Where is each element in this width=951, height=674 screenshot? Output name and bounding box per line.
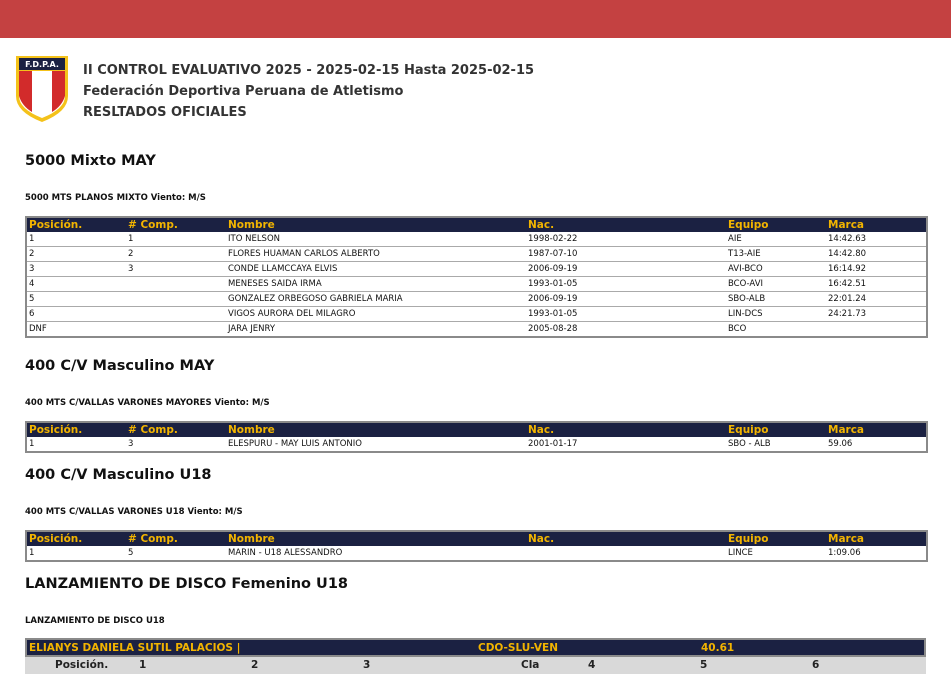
column-header: # Comp.	[126, 531, 226, 546]
page-header	[14, 54, 934, 124]
table-cell: LINCE	[728, 548, 753, 558]
column-header: Marca	[826, 422, 927, 437]
table-row	[26, 437, 927, 452]
table-cell: MARIN - U18 ALESSANDRO	[228, 548, 343, 558]
column-header: # Comp.	[126, 422, 226, 437]
page-subtitle: RESLTADOS OFICIALES	[83, 105, 247, 120]
table-cell: 1	[29, 439, 35, 449]
table-cell: 6	[26, 307, 126, 322]
results-table	[25, 530, 928, 562]
attempt-label: 4	[588, 659, 596, 671]
attempt-label: 2	[251, 659, 259, 671]
table-cell: LIN-DCS	[726, 307, 826, 322]
table-cell: 14:42.80	[826, 247, 927, 262]
column-header: Nombre	[226, 531, 526, 546]
athlete-mark: 40.61	[701, 642, 735, 654]
fdpa-logo	[14, 54, 70, 124]
attempt-label: 3	[363, 659, 371, 671]
organization-name: Federación Deportiva Peruana de Atletismo	[83, 84, 404, 99]
table-row	[26, 277, 927, 292]
table-row	[26, 232, 927, 247]
table-cell: AVI-BCO	[726, 262, 826, 277]
table-cell	[126, 277, 226, 292]
attempt-label: 6	[812, 659, 820, 671]
table-cell: 16:14.92	[826, 262, 927, 277]
table-cell: 2001-01-17	[528, 439, 578, 449]
table-cell: 1	[26, 232, 126, 247]
table-cell: 2	[26, 247, 126, 262]
table-row	[26, 262, 927, 277]
logo-text: F.D.P.A.	[25, 60, 59, 69]
column-header: Marca	[826, 217, 927, 232]
section-subtitle-wrap	[25, 507, 926, 517]
table-cell: VIGOS AURORA DEL MILAGRO	[226, 307, 526, 322]
section-400cv-may	[25, 358, 926, 374]
table-header-row	[26, 217, 927, 232]
section-title: 400 C/V Masculino U18	[25, 467, 212, 483]
table-cell: 14:42.63	[826, 232, 927, 247]
table-cell	[526, 546, 726, 561]
table-cell: 2005-08-28	[528, 324, 578, 334]
column-header: Equipo	[726, 217, 826, 232]
table-row	[26, 247, 927, 262]
table-cell: 2006-09-19	[526, 292, 726, 307]
table-cell: 1:09.06	[828, 548, 861, 558]
section-subtitle-wrap	[25, 616, 926, 626]
table-cell: 5	[128, 548, 134, 558]
table-cell	[126, 322, 226, 338]
section-5000-mixto	[25, 153, 926, 169]
table-cell: 59.06	[828, 439, 853, 449]
table-cell: JARA JENRY	[228, 324, 276, 334]
table-cell: 1993-01-05	[526, 277, 726, 292]
top-bar	[0, 0, 951, 38]
column-header: Nombre	[226, 217, 526, 232]
section-subtitle: 400 MTS C/VALLAS VARONES U18 Viento: M/S	[25, 507, 243, 517]
table-cell: MENESES SAIDA IRMA	[226, 277, 526, 292]
section-subtitle-wrap	[25, 398, 926, 408]
section-400cv-u18	[25, 467, 926, 483]
column-header: Nombre	[226, 422, 526, 437]
column-header: Nac.	[526, 531, 726, 546]
table-cell: 1	[126, 232, 226, 247]
table-header-row	[26, 422, 927, 437]
column-header: Equipo	[726, 531, 826, 546]
table-cell: SBO-ALB	[726, 292, 826, 307]
table-cell: 3	[128, 439, 134, 449]
table-cell: GONZALEZ ORBEGOSO GABRIELA MARIA	[226, 292, 526, 307]
results-table	[25, 421, 928, 453]
results-table-wrap	[25, 530, 926, 562]
attempt-label: 1	[139, 659, 147, 671]
results-table-wrap	[25, 421, 926, 453]
table-cell: 1998-02-22	[526, 232, 726, 247]
table-cell: FLORES HUAMAN CARLOS ALBERTO	[226, 247, 526, 262]
section-subtitle: 5000 MTS PLANOS MIXTO Viento: M/S	[25, 193, 206, 203]
table-cell	[826, 322, 927, 338]
column-header: Nac.	[526, 422, 726, 437]
column-header: Marca	[826, 531, 927, 546]
athlete-team: CDO-SLU-VEN	[478, 642, 558, 654]
results-table	[25, 216, 928, 338]
table-cell: CONDE LLAMCCAYA ELVIS	[226, 262, 526, 277]
table-cell: BCO-AVI	[726, 277, 826, 292]
table-cell: 1	[29, 548, 35, 558]
table-cell: 24:21.73	[826, 307, 927, 322]
column-header: Nac.	[526, 217, 726, 232]
discus-attempts-header	[25, 657, 926, 674]
section-subtitle: 400 MTS C/VALLAS VARONES MAYORES Viento: M/S	[25, 398, 270, 408]
table-row	[26, 307, 927, 322]
table-cell: AIE	[726, 232, 826, 247]
table-row	[26, 546, 927, 561]
page-title: II CONTROL EVALUATIVO 2025 - 2025-02-15 Hasta 2025-02-15	[83, 63, 535, 78]
table-row	[26, 322, 927, 338]
table-cell: 3	[26, 262, 126, 277]
table-cell	[126, 292, 226, 307]
table-cell: DNF	[29, 324, 47, 334]
section-title: 5000 Mixto MAY	[25, 153, 156, 169]
table-cell: 16:42.51	[826, 277, 927, 292]
table-row	[26, 292, 927, 307]
section-disco-u18	[25, 576, 926, 592]
discus-athlete-header	[25, 638, 926, 657]
column-header: # Comp.	[126, 217, 226, 232]
table-cell: SBO - ALB	[728, 439, 771, 449]
table-header-row	[26, 531, 927, 546]
table-cell: 5	[26, 292, 126, 307]
section-subtitle: LANZAMIENTO DE DISCO U18	[25, 616, 165, 626]
table-cell: ITO NELSON	[226, 232, 526, 247]
attempt-label: 5	[700, 659, 708, 671]
column-header: Equipo	[726, 422, 826, 437]
column-header: Posición.	[26, 422, 126, 437]
attempt-label: Cla	[521, 659, 540, 671]
table-cell: 1987-07-10	[526, 247, 726, 262]
table-cell: 2006-09-19	[526, 262, 726, 277]
table-cell: 2	[126, 247, 226, 262]
table-cell: 22:01.24	[826, 292, 927, 307]
results-table-wrap	[25, 216, 926, 338]
table-cell: 4	[26, 277, 126, 292]
table-cell: 3	[126, 262, 226, 277]
table-cell: ELESPURU - MAY LUIS ANTONIO	[228, 439, 362, 449]
section-title: 400 C/V Masculino MAY	[25, 358, 215, 374]
table-cell	[126, 307, 226, 322]
attempt-label: Posición.	[55, 659, 109, 671]
table-cell: T13-AIE	[726, 247, 826, 262]
section-title: LANZAMIENTO DE DISCO Femenino U18	[25, 576, 349, 592]
athlete-name: ELIANYS DANIELA SUTIL PALACIOS |	[29, 642, 241, 654]
table-cell: 1993-01-05	[526, 307, 726, 322]
column-header: Posición.	[26, 531, 126, 546]
column-header: Posición.	[26, 217, 126, 232]
section-subtitle-wrap	[25, 193, 926, 203]
table-cell: BCO	[728, 324, 747, 334]
